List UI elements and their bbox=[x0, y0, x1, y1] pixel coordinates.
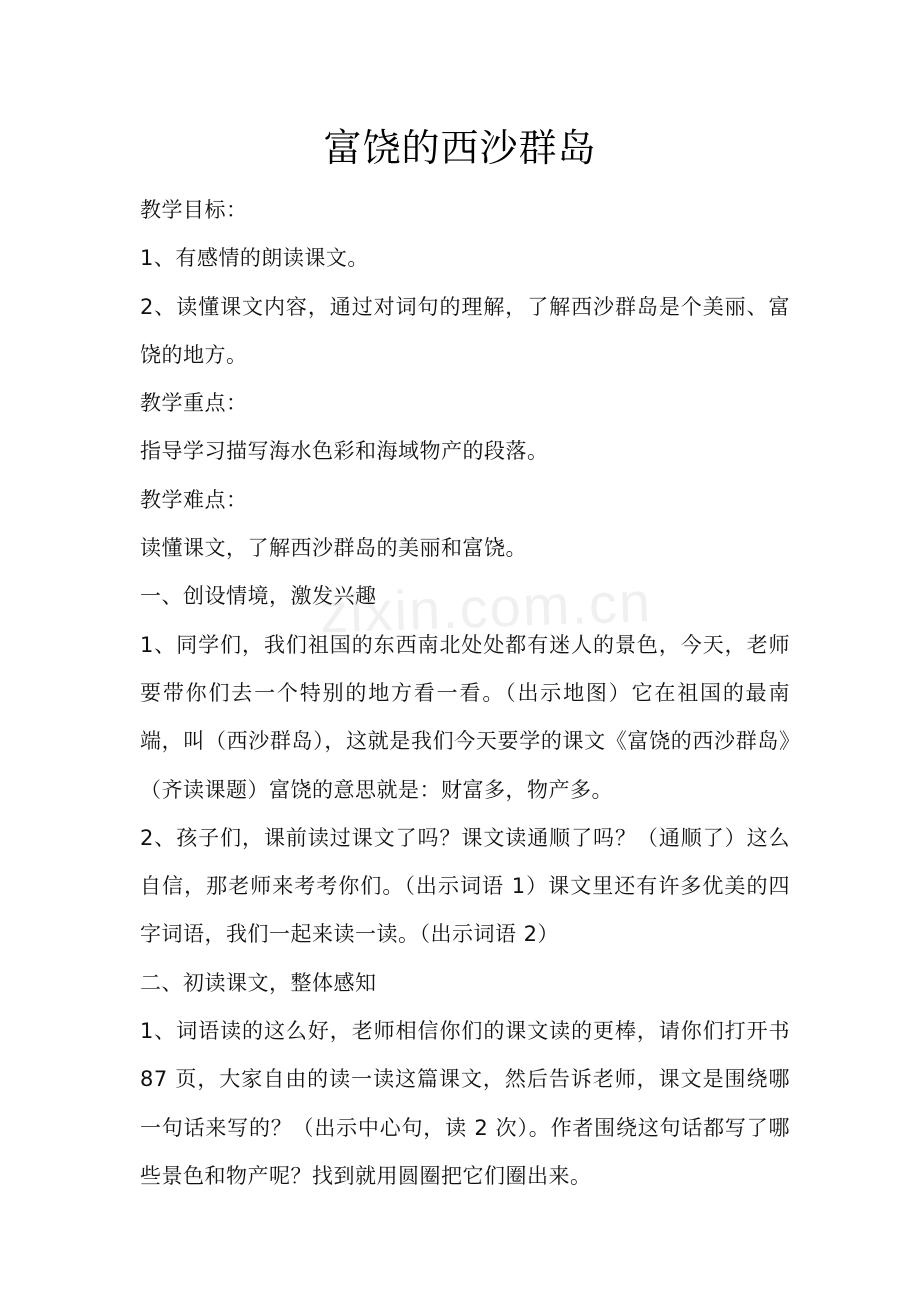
section-heading-2: 二、初读课文，整体感知 bbox=[140, 970, 377, 995]
document-title: 富饶的西沙群岛 bbox=[323, 126, 597, 170]
heading-teaching-difficulty: 教学难点： bbox=[140, 487, 248, 512]
section-2-item-1: 1、词语读的这么好，老师相信你们的课文读的更棒，请你们打开书 87 页，大家自由的读一读这篇课文，然后告诉老师，课文是围绕哪一句话来写的？（出示中心句，读 2 次）。作者围绕这句话都写了哪些景色和物产呢？找到就用圆圈把它们圈出来。 bbox=[140, 1019, 790, 1188]
goal-item-2: 2、读懂课文内容，通过对词句的理解，了解西沙群岛是个美丽、富饶的地方。 bbox=[140, 294, 790, 367]
section-1-item-2: 2、孩子们，课前读过课文了吗？课文读通顺了吗？（通顺了）这么自信，那老师来考考你们。（出示词语 1）课文里还有许多优美的四字词语，我们一起来读一读。（出示词语 2） bbox=[140, 825, 790, 947]
document-body bbox=[140, 186, 790, 1200]
goal-item-1: 1、有感情的朗读课文。 bbox=[140, 246, 369, 271]
heading-teaching-focus: 教学重点： bbox=[140, 391, 248, 416]
section-heading-1: 一、创设情境，激发兴趣 bbox=[140, 584, 377, 609]
section-1-item-1: 1、同学们，我们祖国的东西南北处处都有迷人的景色，今天，老师要带你们去一个特别的地方看一看。（出示地图）它在祖国的最南端，叫（西沙群岛），这就是我们今天要学的课文《富饶的西沙群岛》（齐读课题）富饶的意思就是：财富多，物产多。 bbox=[140, 632, 790, 802]
teaching-difficulty-text: 读懂课文，了解西沙群岛的美丽和富饶。 bbox=[140, 536, 527, 561]
watermark: zixin.com.cn bbox=[318, 570, 654, 645]
teaching-focus-text: 指导学习描写海水色彩和海域物产的段落。 bbox=[140, 439, 549, 464]
heading-teaching-goals: 教学目标： bbox=[140, 198, 248, 222]
